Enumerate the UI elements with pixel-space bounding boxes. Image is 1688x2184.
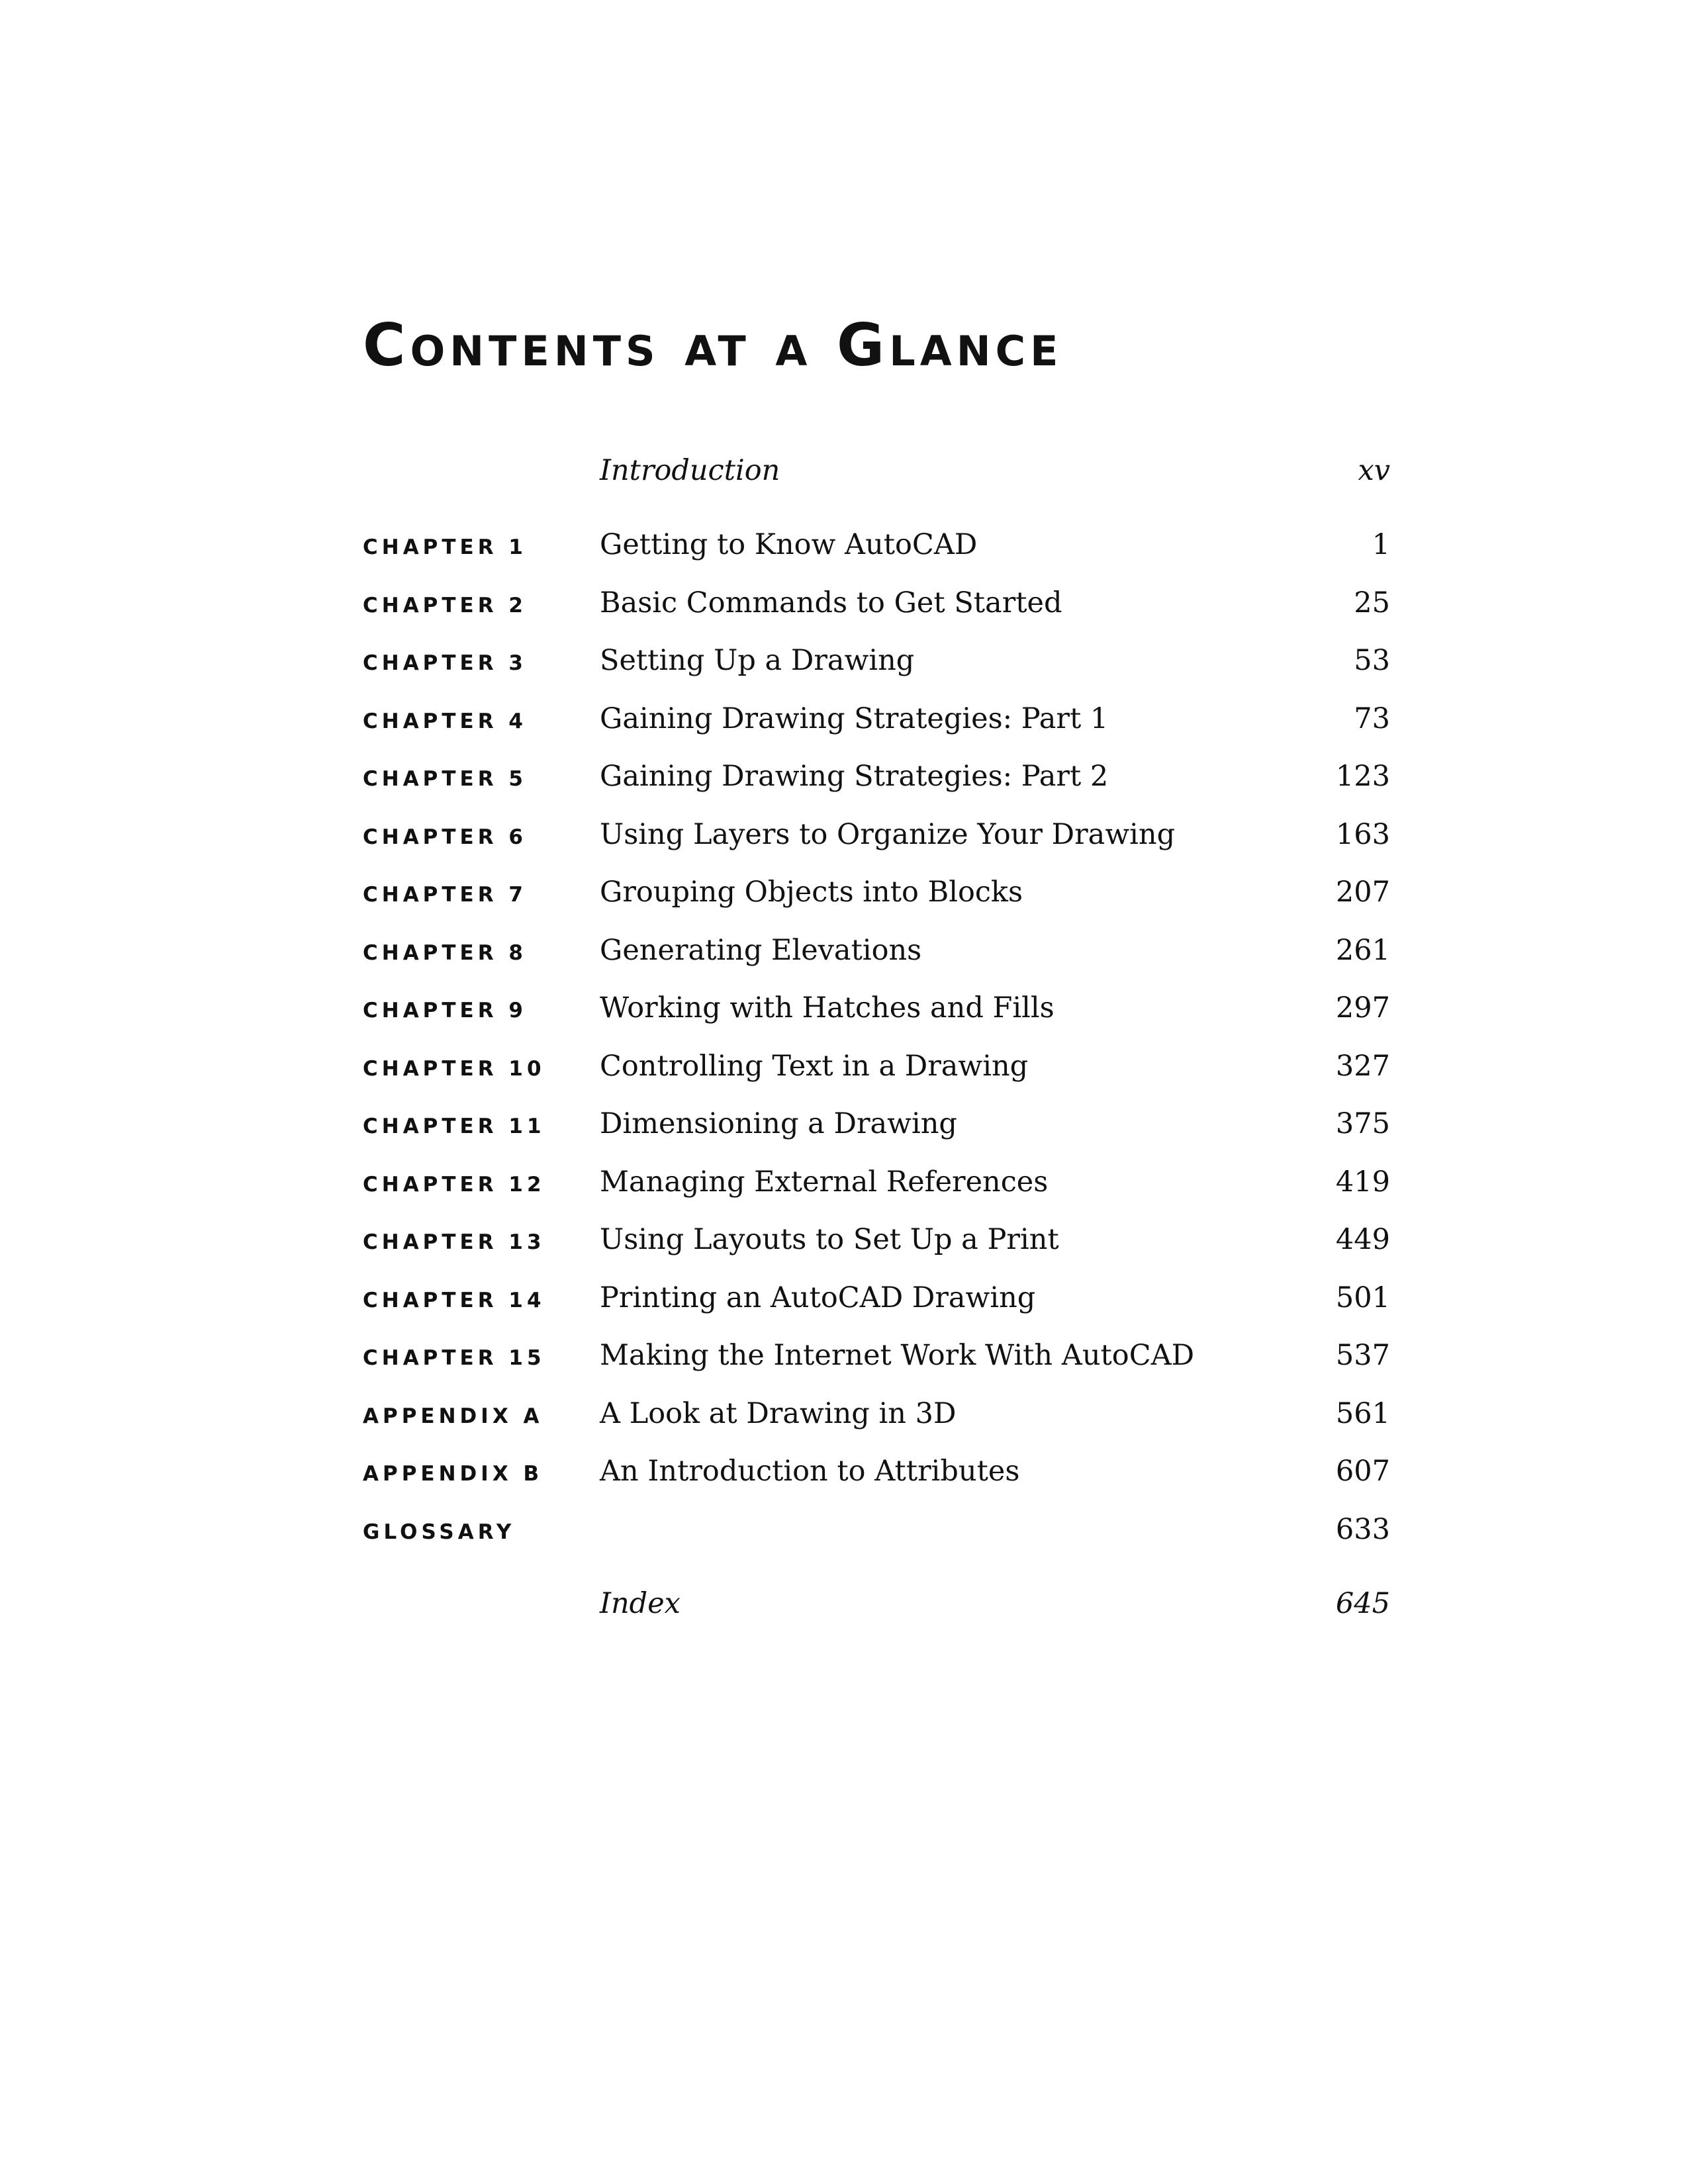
toc-title: An Introduction to Attributes [600,1455,1020,1488]
toc-page-number: 537 [1335,1339,1390,1372]
toc-page-number: 561 [1335,1397,1390,1430]
toc-chapter-label: CHAPTER 1 [363,535,527,559]
toc-title: Gaining Drawing Strategies: Part 2 [600,760,1109,793]
toc-title: Introduction [600,454,780,487]
toc-row[interactable] [363,756,1390,802]
toc-title: Dimensioning a Drawing [600,1107,957,1140]
toc-row-index[interactable] [363,1583,1390,1629]
toc-row[interactable] [363,698,1390,745]
toc-title: A Look at Drawing in 3D [600,1397,957,1430]
toc-chapter-label: CHAPTER 9 [363,999,527,1023]
toc-chapter-label: APPENDIX A [363,1404,543,1428]
toc-page-number: 419 [1335,1165,1390,1199]
toc-page-number: 297 [1335,991,1390,1024]
toc-chapter-label: APPENDIX B [363,1462,543,1486]
toc-title: Making the Internet Work With AutoCAD [600,1339,1195,1372]
toc-row[interactable] [363,1046,1390,1092]
toc-row[interactable] [363,1277,1390,1324]
toc-page-number: 449 [1335,1223,1390,1256]
toc-page-number: 123 [1335,760,1390,793]
toc-row[interactable] [363,1103,1390,1150]
toc-title: Setting Up a Drawing [600,644,915,677]
toc-title: Using Layouts to Set Up a Print [600,1223,1059,1256]
toc-title: Gaining Drawing Strategies: Part 1 [600,702,1109,735]
toc-row[interactable] [363,582,1390,629]
toc-row[interactable] [363,930,1390,976]
toc-title: Index [600,1587,680,1620]
toc-title: Basic Commands to Get Started [600,586,1062,619]
toc-title: Getting to Know AutoCAD [600,528,978,561]
toc-row[interactable] [363,524,1390,570]
toc-page-number: 1 [1372,528,1390,561]
toc-page-number: 327 [1335,1050,1390,1083]
toc-page-number: 375 [1335,1107,1390,1140]
toc-row[interactable] [363,1393,1390,1439]
toc-chapter-label: CHAPTER 15 [363,1346,545,1370]
toc-row[interactable] [363,1509,1390,1555]
toc-row[interactable] [363,1451,1390,1497]
toc-title: Grouping Objects into Blocks [600,876,1023,909]
toc-page-number: 501 [1335,1281,1390,1314]
toc-chapter-label: CHAPTER 8 [363,941,527,965]
toc-row[interactable] [363,814,1390,860]
toc-page-number: 607 [1335,1455,1390,1488]
toc-row[interactable] [363,1335,1390,1381]
page-title: Contents at a Glance [363,311,1063,379]
toc-title: Generating Elevations [600,934,922,967]
toc-title: Using Layers to Organize Your Drawing [600,818,1176,851]
toc-page-number: xv [1358,454,1390,487]
toc-chapter-label: CHAPTER 4 [363,709,527,733]
toc-chapter-label: CHAPTER 11 [363,1115,545,1138]
toc-row[interactable] [363,640,1390,686]
table-of-contents [363,0,1390,2184]
toc-page-number: 73 [1354,702,1390,735]
toc-row[interactable] [363,1219,1390,1265]
toc-title: Printing an AutoCAD Drawing [600,1281,1036,1314]
toc-row[interactable] [363,1161,1390,1208]
toc-page-number: 207 [1335,876,1390,909]
toc-chapter-label: GLOSSARY [363,1520,516,1544]
toc-chapter-label: CHAPTER 5 [363,767,527,791]
toc-page-number: 25 [1354,586,1390,619]
toc-title: Controlling Text in a Drawing [600,1050,1029,1083]
toc-chapter-label: CHAPTER 14 [363,1289,545,1312]
toc-page-number: 53 [1354,644,1390,677]
toc-title: Managing External References [600,1165,1049,1199]
toc-page-number: 261 [1335,934,1390,967]
toc-chapter-label: CHAPTER 3 [363,651,527,675]
toc-page-number: 645 [1335,1587,1390,1620]
toc-chapter-label: CHAPTER 12 [363,1173,545,1197]
toc-chapter-label: CHAPTER 13 [363,1230,545,1254]
toc-page-number: 633 [1335,1513,1390,1546]
toc-chapter-label: CHAPTER 2 [363,594,527,617]
toc-row[interactable] [363,872,1390,918]
toc-chapter-label: CHAPTER 6 [363,825,527,849]
toc-row[interactable] [363,987,1390,1034]
toc-page-number: 163 [1335,818,1390,851]
toc-chapter-label: CHAPTER 7 [363,883,527,907]
toc-row-introduction[interactable] [363,450,1390,496]
toc-title: Working with Hatches and Fills [600,991,1055,1024]
toc-chapter-label: CHAPTER 10 [363,1057,545,1081]
